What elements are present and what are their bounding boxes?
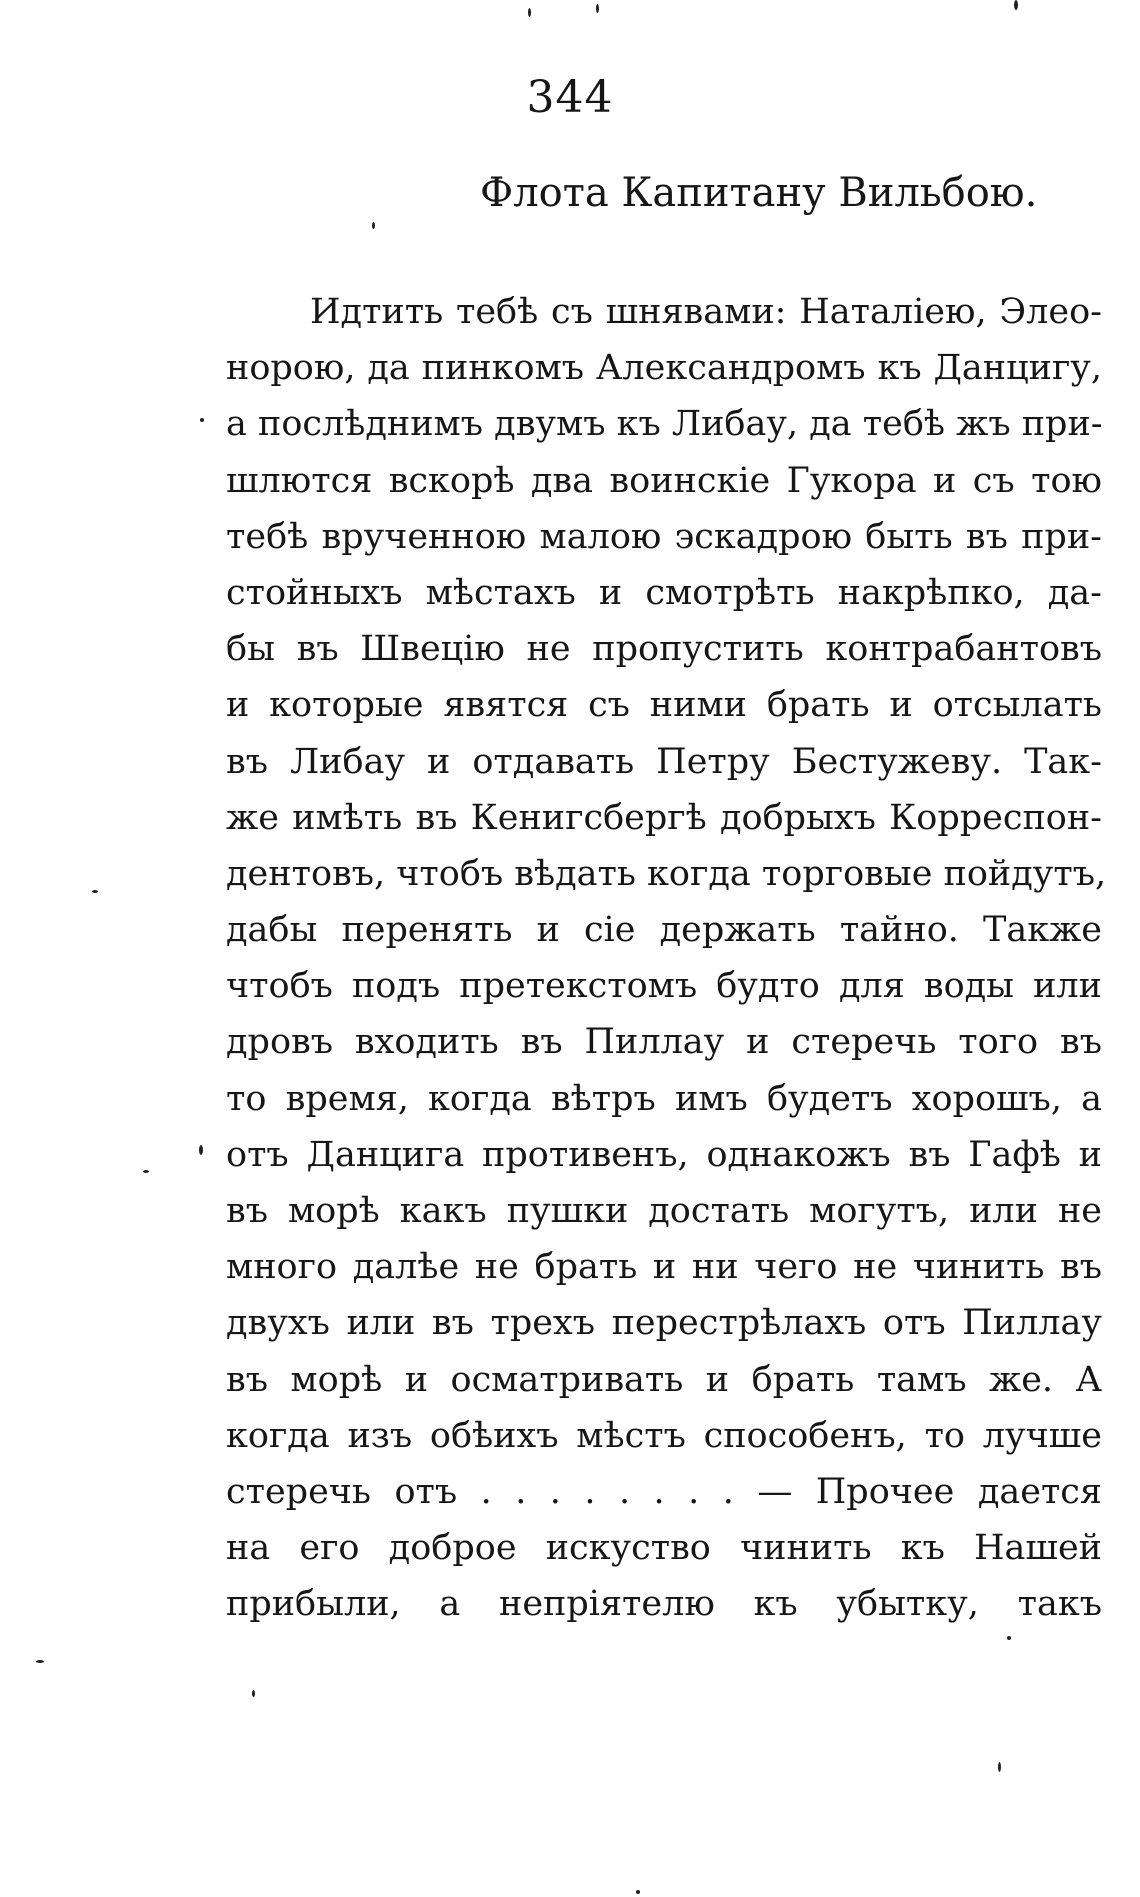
text-line: въ морѣ и осматривать и брать тамъ же. А xyxy=(226,1359,1102,1400)
text-line: много далѣе не брать и ни чего не чинить въ xyxy=(226,1247,1102,1288)
scan-speck xyxy=(596,4,599,13)
text-line: дровъ входить въ Пиллау и стеречь того въ xyxy=(226,1022,1102,1063)
text-line: двухъ или въ трехъ перестрѣлахъ отъ Пиллау xyxy=(226,1303,1102,1344)
text-line: а послѣднимъ двумъ къ Либау, да тебѣ жъ при- xyxy=(226,404,1103,445)
page-number: 344 xyxy=(526,72,614,123)
text-line: то время, когда вѣтръ имъ будетъ хорошъ, а xyxy=(226,1078,1102,1119)
text-line: стойныхъ мѣстахъ и смотрѣть накрѣпко, да- xyxy=(226,572,1102,613)
letter-heading: Флота Капитану Вильбою. xyxy=(480,170,1038,216)
text-line: шлются вскорѣ два воинскiе Гукора и съ тою xyxy=(226,460,1102,501)
text-line: въ морѣ какъ пушки достать могутъ, или не xyxy=(226,1191,1102,1231)
scan-speck xyxy=(1007,1636,1011,1640)
text-line: на его доброе искуство чинить къ Нашей xyxy=(226,1528,1102,1569)
text-line: когда изъ обѣихъ мѣстъ способенъ, то лучше xyxy=(226,1415,1102,1456)
text-line: чтобъ подъ претекстомъ будто для воды или xyxy=(226,966,1102,1007)
scan-speck xyxy=(1014,0,1018,10)
text-line: норою, да пинкомъ Александромъ къ Данцигу, xyxy=(226,348,1102,389)
scan-speck xyxy=(636,1890,640,1894)
body-text xyxy=(226,284,1107,1633)
scan-speck xyxy=(200,418,204,422)
text-line: и которые явятся съ ними брать и отсылать xyxy=(226,685,1102,726)
text-line: бы въ Швецiю не пропустить контрабантовъ xyxy=(226,629,1102,670)
text-line: дабы перенять и сiе держать тайно. Также xyxy=(226,910,1102,951)
scan-speck xyxy=(998,1762,1001,1772)
scan-speck xyxy=(199,1145,203,1155)
text-line: стеречь отъ . . . . . . . . — Прочее дается xyxy=(226,1471,1102,1512)
text-line: дентовъ, чтобъ вѣдать когда торговые пойдутъ, xyxy=(226,853,1107,894)
scan-speck xyxy=(252,1690,255,1697)
scan-speck xyxy=(92,890,98,893)
text-line: отъ Данцига противенъ, однакожъ въ Гафѣ и xyxy=(226,1134,1102,1175)
text-line: въ Либау и отдавать Петру Бестужеву. Так- xyxy=(226,741,1102,782)
text-line: тебѣ врученною малою эскадрою быть въ при- xyxy=(226,516,1102,557)
text-line: прибыли, а непрiятелю къ убытку, такъ xyxy=(226,1584,1102,1625)
scan-speck xyxy=(143,1170,149,1173)
scan-speck xyxy=(372,222,375,229)
scan-speck xyxy=(36,1660,44,1663)
text-line: же имѣть въ Кенигсбергѣ добрыхъ Корреспон- xyxy=(226,797,1102,838)
scan-speck xyxy=(528,8,531,17)
text-line: Идтить тебѣ съ шнявами: Наталiею, Элео- xyxy=(310,292,1102,332)
